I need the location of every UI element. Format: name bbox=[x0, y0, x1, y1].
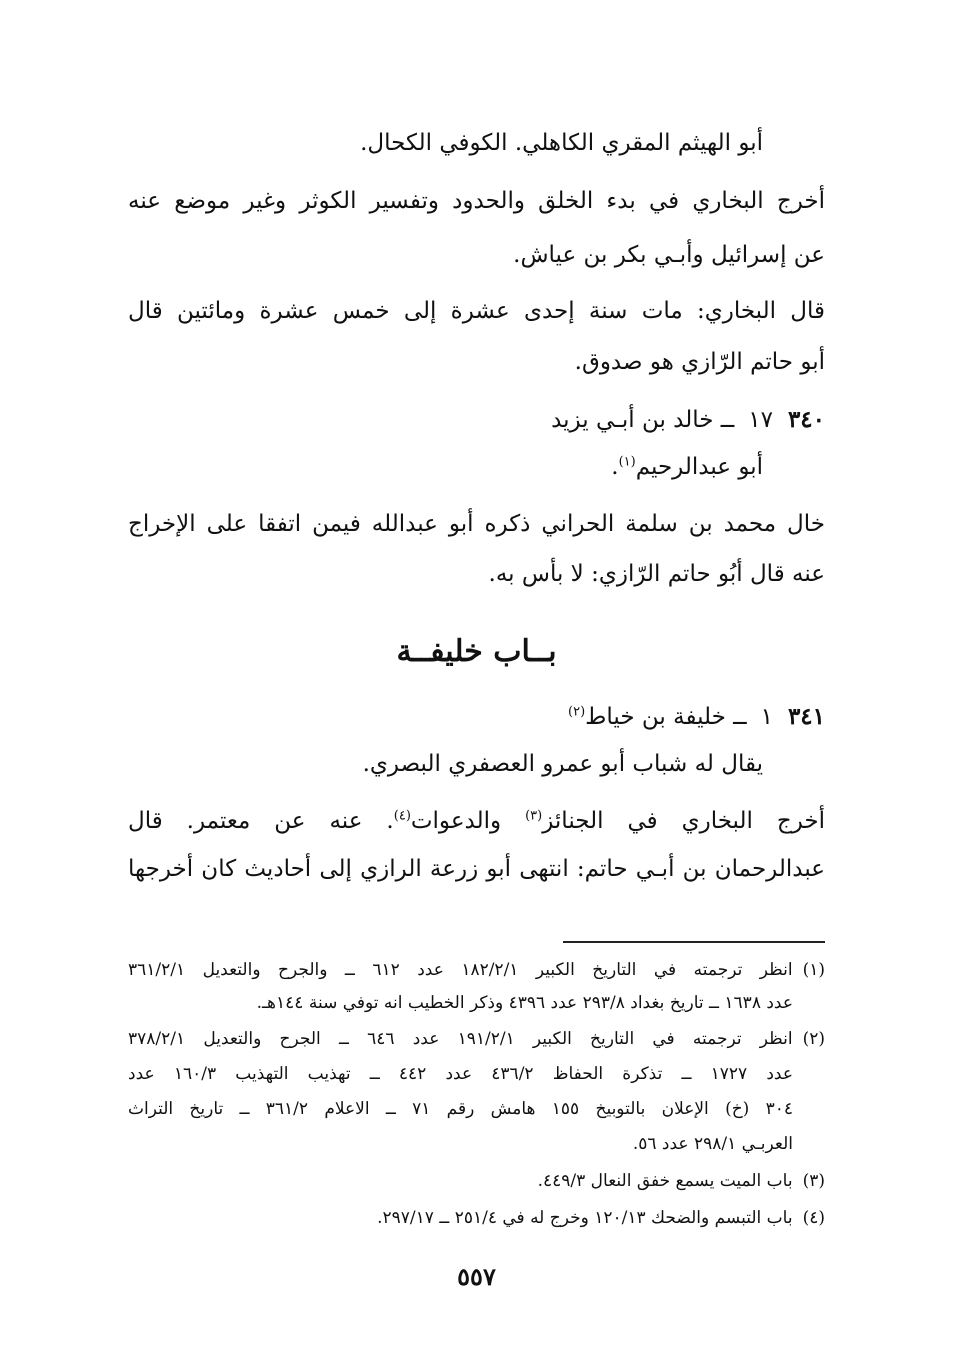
footnote-2-line-2: عدد ١٧٢٧ ــ تذكرة الحفاظ ٤٣٦/٢ عدد ٤٤٢ ــ تهذيب التهذيب ١٦٠/٣ عدد bbox=[128, 1064, 793, 1084]
footnote-text: انظر ترجمته في التاريخ الكبير ١٨٢/٢/١ عدد ٦١٢ ــ والجرح والتعديل ٣٦١/٢/١ bbox=[128, 960, 793, 980]
entry-340-header bbox=[128, 403, 825, 437]
entry-341-kunya: يقال له شباب أبو عمرو العصفري البصري. bbox=[362, 751, 763, 777]
footnote-separator bbox=[563, 941, 825, 943]
narrator-description: أبو الهيثم المقري الكاهلي. الكوفي الكحال. bbox=[360, 130, 763, 156]
entry-number: ٣٤٠ bbox=[787, 406, 825, 433]
entry-sub-number: ١ bbox=[760, 704, 773, 730]
entry-name: ــ خالد بن أبـي يزيد bbox=[551, 407, 735, 433]
entry-341-header bbox=[128, 700, 825, 734]
footnote-ref: (١) bbox=[618, 454, 636, 470]
footnote-ref: (٤) bbox=[393, 808, 411, 824]
text-segment: والدعوات bbox=[410, 808, 526, 834]
paragraph-3-line-2: عنه قال أبُو حاتم الرّازي: لا بأس به. bbox=[488, 561, 825, 587]
kunya-end: . bbox=[611, 454, 619, 480]
entry-name: ــ خليفة بن خياط bbox=[585, 704, 747, 730]
entry-number: ٣٤١ bbox=[787, 703, 825, 730]
footnote-3 bbox=[128, 1166, 825, 1196]
paragraph-3-line-1: خال محمد بن سلمة الحراني ذكره أبو عبدالله فيمن اتفقا على الإخراج bbox=[128, 511, 825, 537]
footnote-number: (١) bbox=[802, 960, 825, 980]
footnote-1-line-2: عدد ١٦٣٨ ــ تاريخ بغداد ٢٩٣/٨ عدد ٤٣٩٦ وذكر الخطيب انه توفي سنة ١٤٤هـ. bbox=[256, 993, 793, 1013]
paragraph-4-line-1 bbox=[128, 804, 825, 838]
footnote-1-line-1 bbox=[128, 955, 825, 985]
footnote-2-line-4: العربـي ٢٩٨/١ عدد ٥٦. bbox=[632, 1134, 793, 1154]
paragraph-2-line-2: أبو حاتم الرّازي هو صدوق. bbox=[574, 349, 825, 375]
paragraph-1-line-1: أخرج البخاري في بدء الخلق والحدود وتفسير الكوثر وغير موضع عنه bbox=[128, 188, 825, 214]
footnote-text: باب التبسم والضحك ١٢٠/١٣ وخرج له في ٢٥١/٤ ــ ٢٩٧/١٧. bbox=[377, 1208, 793, 1228]
paragraph-2-line-1: قال البخاري: مات سنة إحدى عشرة إلى خمس عشرة ومائتين قال bbox=[128, 298, 825, 324]
footnote-number: (٢) bbox=[802, 1029, 825, 1049]
chapter-heading: بــاب خليفــة bbox=[396, 634, 557, 669]
footnote-4 bbox=[128, 1203, 825, 1233]
footnote-2-line-1 bbox=[128, 1024, 825, 1054]
footnote-ref: (٣) bbox=[525, 808, 543, 824]
kunya-text: أبو عبدالرحيم bbox=[635, 454, 763, 480]
entry-340-kunya bbox=[128, 450, 763, 484]
footnote-number: (٣) bbox=[802, 1171, 825, 1191]
footnote-2-line-3: ٣٠٤ (خ) الإعلان بالتوبيخ ١٥٥ هامش رقم ٧١ ــ الاعلام ٣٦١/٢ ــ تاريخ التراث bbox=[128, 1099, 793, 1119]
paragraph-1-line-2: عن إسرائيل وأبـي بكر بن عياش. bbox=[513, 242, 825, 268]
text-segment: أخرج البخاري في الجنائز bbox=[542, 808, 825, 834]
footnote-number: (٤) bbox=[802, 1208, 825, 1228]
text-line-1 bbox=[128, 126, 763, 160]
page-number: ٥٥٧ bbox=[457, 1262, 496, 1291]
paragraph-4-line-2: عبدالرحمان بن أبـي حاتم: انتهى أبو زرعة الرازي إلى أحاديث كان أخرجها bbox=[128, 856, 825, 882]
text-segment: . عنه عن معتمر. قال bbox=[128, 808, 394, 834]
footnote-text: انظر ترجمته في التاريخ الكبير ١٩١/٢/١ عدد ٦٤٦ ــ الجرح والتعديل ٣٧٨/٢/١ bbox=[128, 1029, 793, 1049]
footnote-text: باب الميت يسمع خفق النعال ٤٤٩/٣. bbox=[537, 1171, 793, 1191]
entry-sub-number: ١٧ bbox=[748, 407, 773, 433]
footnote-ref: (٢) bbox=[568, 704, 586, 720]
